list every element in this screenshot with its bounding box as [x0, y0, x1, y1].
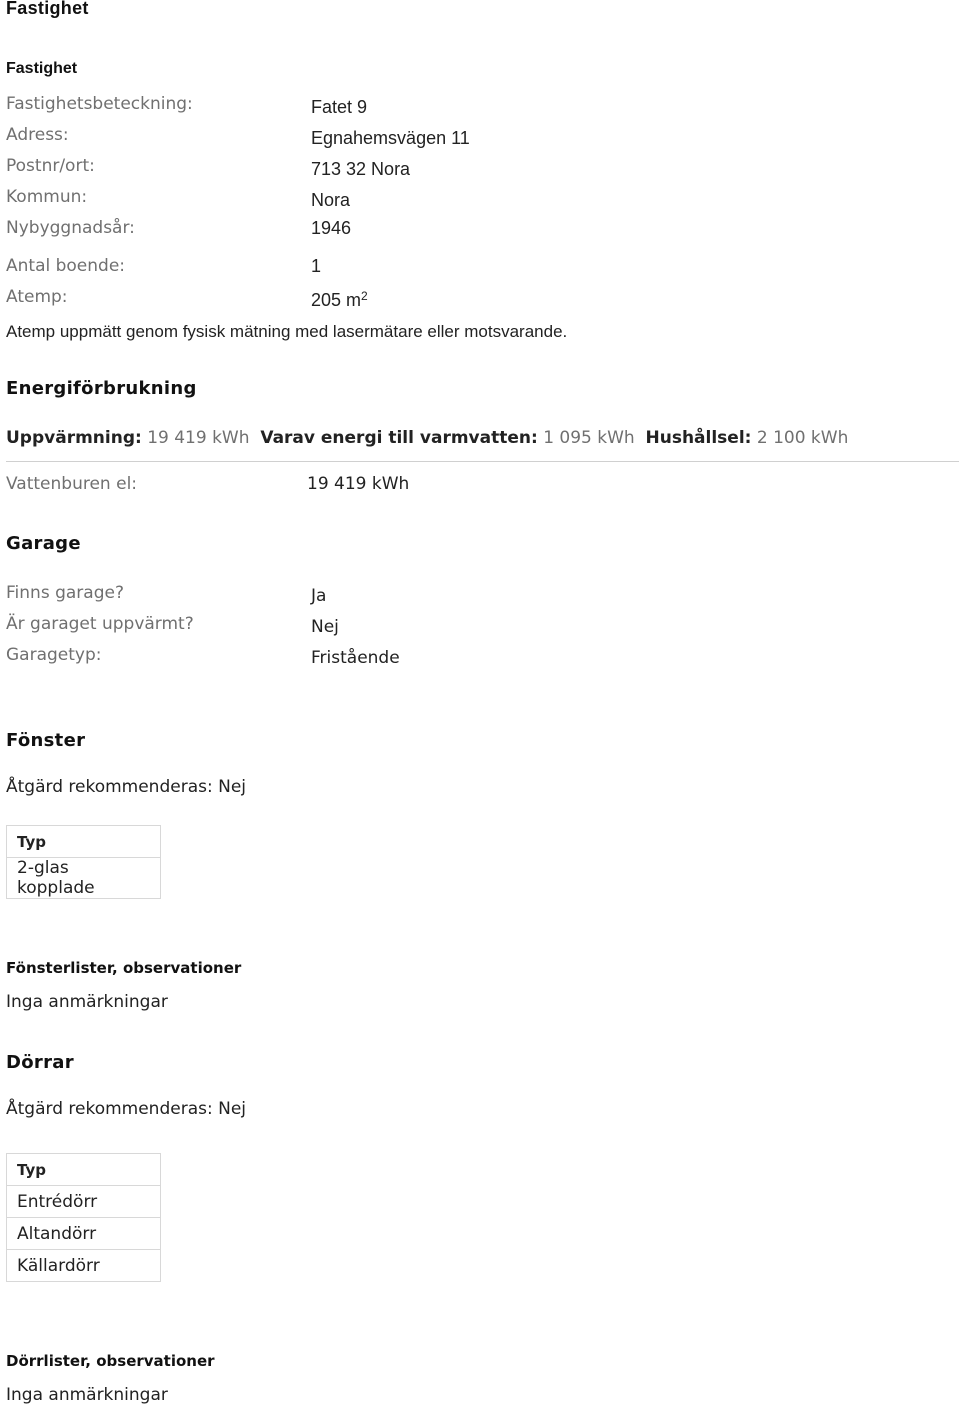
fonster-atgard: Åtgärd rekommenderas: Nej [6, 777, 247, 797]
table-header-row [7, 1154, 161, 1186]
hushallsel-label: Hushållsel: [645, 428, 752, 448]
label-fastighetsbeteckning: Fastighetsbeteckning: [6, 94, 193, 114]
dorrar-type-cell: Altandörr [7, 1218, 161, 1250]
garage-heading: Garage [6, 533, 81, 554]
varmvatten-label: Varav energi till varmvatten: [260, 428, 538, 448]
dorrar-heading: Dörrar [6, 1052, 74, 1073]
value-vattenburen-el: 19 419 kWh [307, 474, 410, 494]
value-adress: Egnahemsvägen 11 [311, 128, 470, 148]
value-kommun: Nora [311, 190, 351, 210]
energy-divider [6, 461, 959, 462]
fonster-table [6, 825, 161, 899]
label-finns-garage: Finns garage? [6, 583, 124, 603]
energy-summary-row [6, 428, 848, 448]
label-antal-boende: Antal boende: [6, 256, 126, 276]
label-atemp: Atemp: [6, 287, 68, 307]
fastighet-heading: Fastighet [6, 60, 78, 77]
label-nybyggnadsar: Nybyggnadsår: [6, 218, 135, 238]
table-row [7, 1218, 161, 1250]
value-antal-boende: 1 [311, 256, 322, 276]
value-garaget-uppvarmt: Nej [311, 617, 339, 637]
value-fastighetsbeteckning: Fatet 9 [311, 97, 368, 117]
label-kommun: Kommun: [6, 187, 88, 207]
label-vattenburen-el: Vattenburen el: [6, 474, 138, 494]
dorrar-type-cell: Entrédörr [7, 1186, 161, 1218]
energi-heading: Energiförbrukning [6, 378, 197, 399]
value-nybyggnadsar: 1946 [311, 218, 352, 238]
fonster-table-header: Typ [7, 826, 161, 858]
value-postnr-ort: 713 32 Nora [311, 159, 411, 179]
uppvarmning-value: 19 419 kWh [147, 428, 250, 448]
atemp-note: Atemp uppmätt genom fysisk mätning med lasermätare eller motsvarande. [6, 322, 568, 341]
table-row [7, 1250, 161, 1282]
label-postnr-ort: Postnr/ort: [6, 156, 95, 176]
table-header-row [7, 826, 161, 858]
label-garaget-uppvarmt: Är garaget uppvärmt? [6, 614, 194, 634]
atemp-number: 205 m [311, 290, 362, 310]
dorrar-type-cell: Källardörr [7, 1250, 161, 1282]
dorrlister-text: Inga anmärkningar [6, 1385, 168, 1405]
dorrar-table [6, 1153, 161, 1282]
dorrar-table-header: Typ [7, 1154, 161, 1186]
page-title: Fastighet [6, 0, 89, 18]
label-garagetyp: Garagetyp: [6, 645, 102, 665]
hushallsel-value: 2 100 kWh [756, 428, 849, 448]
fonster-type-cell: 2-glas kopplade [7, 858, 161, 899]
table-row [7, 858, 161, 899]
atemp-unit-exponent: 2 [361, 289, 368, 303]
value-finns-garage: Ja [311, 586, 327, 606]
table-row [7, 1186, 161, 1218]
varmvatten-value: 1 095 kWh [543, 428, 635, 448]
fonsterlister-heading: Fönsterlister, observationer [6, 959, 242, 977]
dorrar-atgard: Åtgärd rekommenderas: Nej [6, 1099, 247, 1119]
value-garagetyp: Fristående [311, 648, 400, 668]
fonsterlister-text: Inga anmärkningar [6, 992, 168, 1012]
uppvarmning-label: Uppvärmning: [6, 428, 142, 448]
label-adress: Adress: [6, 125, 69, 145]
dorrlister-heading: Dörrlister, observationer [6, 1352, 215, 1370]
value-atemp [311, 289, 368, 311]
fonster-heading: Fönster [6, 730, 86, 751]
